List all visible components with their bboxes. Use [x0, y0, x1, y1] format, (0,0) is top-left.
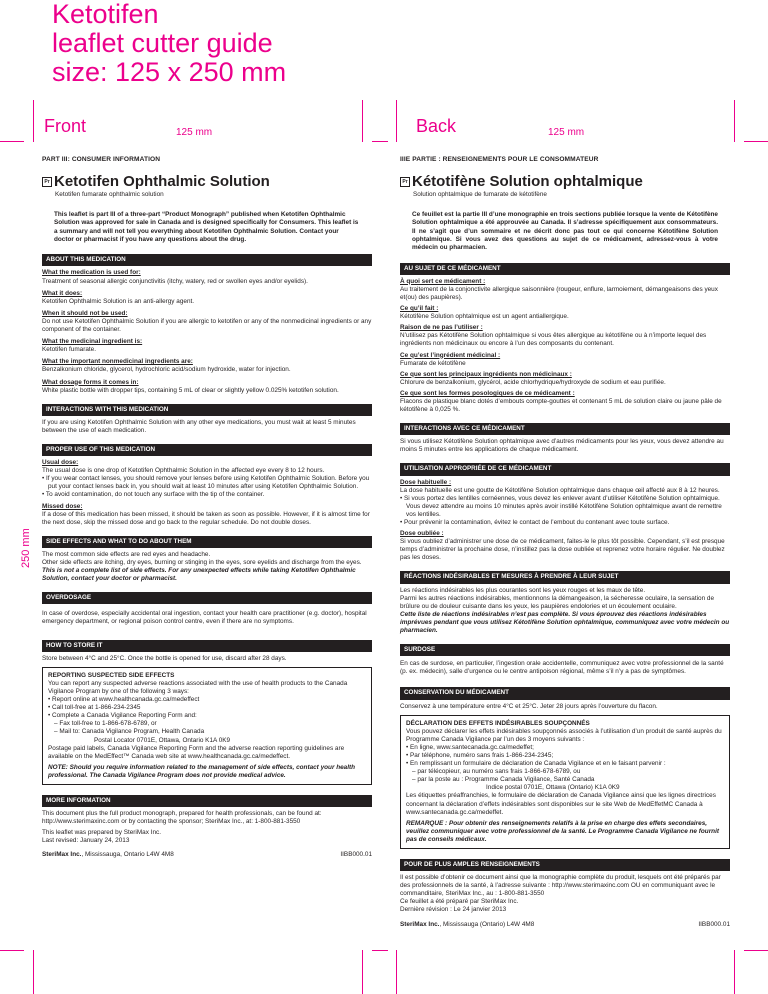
- answer: Kétotifène Solution ophtalmique est un agent antiallergique.: [400, 313, 569, 321]
- part-heading: IIIE PARTIE : RENSEIGNEMENTS POUR LE CONSOMMATEUR: [400, 156, 599, 163]
- bullet-list: [400, 495, 730, 527]
- answer: Chlorure de benzalkonium, glycérol, acide chlorhydrique/hydroxyde de sodium et eau purifiée.: [400, 378, 666, 386]
- question: Raison de ne pas l’utiliser :: [400, 324, 483, 332]
- crop-mark: [372, 141, 388, 142]
- pr-symbol: Pr: [42, 177, 52, 187]
- paragraph: Les réactions indésirables les plus courantes sont les yeux rouges et les maux de tête.: [400, 586, 646, 594]
- answer: The usual dose is one drop of Ketotifen Ophthalmic Solution in the affected eye every 8 to 12 hours.: [42, 467, 325, 475]
- crop-mark: [372, 950, 388, 951]
- paragraph: Cette liste de réactions indésirables n’est pas complète. Si vous éprouvez des réactions indésirables imprévues pendant que vous utilisez Kétotifène Solution ophtalmique, communiquez avec votre médecin ou pharmacien.: [400, 610, 730, 635]
- question: Missed dose:: [42, 502, 83, 510]
- note: NOTE: Should you require information related to the management of side effects, contact your health professional. The Canada Vigilance Program does not provide medical advice.: [48, 763, 356, 779]
- section-header-overdosage: OVERDOSAGE: [42, 592, 372, 604]
- section-header-overdosage: SURDOSE: [400, 644, 730, 656]
- answer: White plastic bottle with dropper tips, containing 5 mL of clear or slightly yellow 0.025% ketotifen solution.: [42, 386, 339, 394]
- bullet-list: [42, 475, 372, 499]
- guide-title-line-2: leaflet cutter guide: [52, 28, 273, 58]
- intro-paragraph: Ce feuillet est la partie III d’une monographie en trois sections publiée lorsque la vente de Kétotifène Solution ophtalmique a été approuvée au Canada. Il s’adresse spécifiquement aux consommateurs. Il ne s’agit que d’un sommaire et ne décrit donc pas tout ce qui concerne Kétotifène Solution ophtalmique. Si vous avez des questions au sujet de ce médicament, adressez-vous à votre médecin ou pharmacien.: [412, 211, 718, 252]
- section-proper-use: [400, 479, 730, 563]
- section-header-side-effects: RÉACTIONS INDÉSIRABLES ET MESURES À PRENDRE À LEUR SUJET: [400, 571, 730, 583]
- footer: [42, 851, 372, 859]
- address: , Mississauga, Ontario L4W 4M8: [81, 851, 174, 859]
- front-label: Front: [44, 116, 87, 136]
- question: What the important nonmedicinal ingredients are:: [42, 358, 193, 366]
- answer: La dose habituelle est une goutte de Kétotifène Solution ophtalmique dans chaque œil affecté aux 8 à 12 heures.: [400, 486, 720, 494]
- section-header-interactions: INTERACTIONS WITH THIS MEDICATION: [42, 404, 372, 416]
- reporting-title: REPORTING SUSPECTED SIDE EFFECTS: [48, 671, 175, 679]
- paragraph: • En ligne, www.santecanada.gc.ca/medeffet;: [406, 743, 534, 751]
- paragraph: Postal Locator 0701E, Ottawa, Ontario K1A 0K9: [94, 736, 231, 744]
- answer: Treatment of seasonal allergic conjunctivitis (itchy, watery, red or swollen eyes and/or eyelids).: [42, 277, 308, 285]
- question: When it should not be used:: [42, 309, 128, 317]
- company-name: SteriMax Inc.: [400, 920, 440, 928]
- answer: Benzalkonium chloride, glycerol, hydrochloric acid/sodium hydroxide, water for injection.: [42, 366, 291, 374]
- paragraph: Ce feuillet a été préparé par SteriMax Inc.: [400, 898, 519, 906]
- list-item: • Si vous portez des lentilles cornéennes, vous devez les enlever avant d’utiliser Kétotifène Solution ophtalmique. Vous devez attendre au moins 10 minutes après avoir instillé Kétotifène Solution ophtalmique avant de remettre vos lentilles.: [400, 495, 730, 519]
- section-header-interactions: INTERACTIONS AVEC CE MÉDICAMENT: [400, 423, 730, 435]
- crop-mark: [744, 950, 768, 951]
- footer-address: [42, 851, 174, 859]
- interactions-text: If you are using Ketotifen Ophthalmic Solution with any other eye medications, you must wait at least 5 minutes between the use of each medication.: [42, 418, 356, 434]
- front-width-label: 125 mm: [176, 127, 213, 138]
- reporting-box: [42, 667, 372, 785]
- section-side-effects: [400, 587, 730, 636]
- paragraph: • Call toll-free at 1-866-234-2345: [48, 704, 141, 712]
- paragraph: – Mail to: Canada Vigilance Program, Health Canada: [54, 728, 205, 736]
- section-proper-use: [42, 459, 372, 527]
- product-title-text: Kétotifène Solution ophtalmique: [412, 173, 643, 191]
- answer: Au traitement de la conjonctivite allergique saisonnière (rougeur, enflure, larmoiement, démangeaisons des yeux et(ou) des paupières).: [400, 285, 718, 301]
- question: What it does:: [42, 289, 83, 297]
- product-title: [42, 174, 372, 190]
- crop-mark: [744, 141, 768, 142]
- section-header-proper-use: UTILISATION APPROPRIÉE DE CE MÉDICAMENT: [400, 463, 730, 475]
- section-header-side-effects: SIDE EFFECTS AND WHAT TO DO ABOUT THEM: [42, 536, 372, 548]
- crop-mark: [396, 950, 397, 994]
- answer: If a dose of this medication has been missed, it should be taken as soon as possible. However, if it is almost time for the next dose, skip the missed dose and go back to the regular schedule. Do not double doses.: [42, 510, 370, 526]
- section-header-more-info: POUR DE PLUS AMPLES RENSEIGNEMENTS: [400, 859, 730, 871]
- product-title-text: Ketotifen Ophthalmic Solution: [54, 173, 270, 191]
- paragraph: This is not a complete list of side effects. For any unexpected effects while taking Ketotifen Ophthalmic Solution, contact your doctor or pharmacist.: [42, 567, 356, 583]
- paragraph: – Fax toll-free to 1-866-678-6789, or: [54, 720, 157, 728]
- paragraph: • Report online at www.healthcanada.gc.ca/medeffect: [48, 696, 200, 704]
- overdosage-text: En cas de surdose, en particulier, l’ingestion orale accidentelle, communiquez avec votre professionnel de la santé (p. ex. médecin), salle d’urgence ou le centre antipoison régional, même s’il n’y a pas de symptômes.: [400, 660, 724, 676]
- back-label: Back: [416, 116, 457, 136]
- question: What the medicinal ingredient is:: [42, 338, 143, 346]
- reporting-box: [400, 715, 730, 849]
- paragraph: The most common side effects are red eyes and headache.: [42, 550, 211, 558]
- section-header-storage: CONSERVATION DU MÉDICAMENT: [400, 687, 730, 699]
- section-header-storage: HOW TO STORE IT: [42, 640, 372, 652]
- question: What dosage forms it comes in:: [42, 378, 139, 386]
- list-item: • Pour prévenir la contamination, évitez le contact de l’embout du contenant avec toute surface.: [400, 519, 730, 527]
- list-item: • To avoid contamination, do not touch any surface with the tip of the container.: [42, 491, 372, 499]
- section-header-about: AU SUJET DE CE MÉDICAMENT: [400, 263, 730, 275]
- paragraph: Il est possible d’obtenir ce document ainsi que la monographie complète du produit, lesquels ont été préparés par des professionnels de la santé, à l’adresse suivante : http://www.sterimaxinc.com OU en communiquant avec le commanditaire, SteriMax Inc., au : 1-800-881-3550: [400, 874, 721, 898]
- storage-text: Store between 4°C and 25°C. Once the bottle is opened for use, discard after 28 days.: [42, 654, 287, 662]
- footer-code: IIBB000.01: [340, 851, 372, 859]
- crop-mark: [0, 141, 24, 142]
- paragraph: • Par téléphone, numéro sans frais 1-866-234-2345;: [406, 751, 554, 759]
- question: Ce que sont les formes posologiques de ce médicament :: [400, 389, 575, 397]
- answer: Flacons de plastique blanc dotés d’embouts compte-gouttes et contenant 5 mL de solution claire ou jaune pâle de kétotifène à 0,025 %.: [400, 397, 722, 414]
- paragraph: Les étiquettes préaffranchies, le formulaire de déclaration de Canada Vigilance ainsi que les lignes directrices concernant la déclaration d’effets indésirables sont disponibles sur le site Web de MedEffetMC Canada à www.santecanada.gc.ca/medeffet.: [406, 792, 716, 816]
- answer: Fumarate de kétotifène: [400, 359, 466, 367]
- paragraph: – par télécopieur, au numéro sans frais 1-866-678-6789, ou: [412, 768, 581, 776]
- answer: Ketotifen Ophthalmic Solution is an anti-allergy agent.: [42, 297, 195, 305]
- section-about: [42, 269, 372, 394]
- section-header-more-info: MORE INFORMATION: [42, 795, 372, 807]
- section-header-about: ABOUT THIS MEDICATION: [42, 254, 372, 266]
- back-width-label: 125 mm: [548, 127, 585, 138]
- french-panel: [400, 156, 730, 929]
- section-about: [400, 278, 730, 414]
- interactions-text: Si vous utilisez Kétotifène Solution ophtalmique avec d’autres médicaments pour les yeux, vous devez attendre au moins 5 minutes entre les applications de chaque médicament.: [400, 438, 724, 454]
- crop-mark: [362, 950, 363, 994]
- product-subtitle: Solution ophtalmique de fumarate de kétotifène: [413, 191, 547, 199]
- reporting-title: DÉCLARATION DES EFFETS INDÉSIRABLES SOUPÇONNÉS: [406, 719, 590, 727]
- section-header-proper-use: PROPER USE OF THIS MEDICATION: [42, 444, 372, 456]
- crop-mark: [0, 950, 24, 951]
- guide-title-line-3: size: 125 x 250 mm: [52, 57, 287, 87]
- paragraph: • En remplissant un formulaire de déclaration de Canada Vigilance et en le faisant parvenir :: [406, 760, 666, 768]
- crop-mark: [734, 950, 735, 994]
- paragraph: You can report any suspected adverse reactions associated with the use of health products to the Canada Vigilance Program by one of the following 3 ways:: [48, 679, 348, 695]
- guide-title: [52, 0, 286, 87]
- paragraph: – par la poste au : Programme Canada Vigilance, Santé Canada: [412, 776, 595, 784]
- answer: N’utilisez pas Kétotifène Solution ophtalmique si vous êtes allergique au kétotifène ou à n’importe lequel des ingrédients non médicinaux ou encore à l’un des composants du contenant.: [400, 332, 707, 348]
- question: Ce qu’il fait :: [400, 305, 439, 313]
- question: Dose oubliée :: [400, 530, 444, 538]
- paragraph: Indice postal 0701E, Ottawa (Ontario) K1A 0K9: [486, 784, 620, 792]
- pr-symbol: Pr: [400, 177, 410, 187]
- question: Usual dose:: [42, 459, 79, 467]
- guide-title-line-1: Ketotifen: [52, 0, 159, 29]
- paragraph: Vous pouvez déclarer les effets indésirables soupçonnés associés à l’utilisation d’un produit de santé auprès du Programme Canada Vigilance par l’un des 3 moyens suivants :: [406, 727, 722, 743]
- paragraph: Other side effects are itching, dry eyes, burning or stinging in the eyes, sore eyelids and discharge from the eyes.: [42, 559, 362, 566]
- paragraph: • Complete a Canada Vigilance Reporting Form and:: [48, 712, 197, 720]
- storage-text: Conservez à une température entre 4°C et 25°C. Jeter 28 jours après l’ouverture du flacon.: [400, 702, 658, 710]
- address: , Mississauga (Ontario) L4W 4M8: [439, 920, 535, 928]
- product-title: [400, 174, 730, 190]
- question: Ce que sont les principaux ingrédients non médicinaux :: [400, 370, 572, 378]
- part-heading: PART III: CONSUMER INFORMATION: [42, 156, 161, 163]
- english-panel: [42, 156, 372, 860]
- list-item: • If you wear contact lenses, you should remove your lenses before using Ketotifen Ophthalmic Solution. Before you put your contact lenses back in, you should wait at least 10 minutes after using Ketotifen Ophthalmic Solution.: [42, 475, 372, 491]
- crop-mark: [33, 950, 34, 994]
- answer: Ketotifen fumarate.: [42, 346, 96, 354]
- paragraph: Parmi les autres réactions indésirables, mentionnons la démangeaison, la sécheresse oculaire, la sensation de brûlure ou de douleur cuisante dans les yeux, les paupières endolories et un écoulement oculaire.: [400, 594, 715, 610]
- crop-mark: [734, 100, 735, 142]
- overdosage-text: In case of overdose, especially accidental oral ingestion, contact your health care practitioner (e.g. doctor), hospital emergency department, or regional poison control centre, even if there are no symptoms.: [42, 610, 367, 626]
- question: What the medication is used for:: [42, 269, 141, 277]
- answer: Si vous oubliez d’administrer une dose de ce médicament, faites-le le plus tôt possible. Cependant, s’il est presque temps d’administrer la prochaine dose, n’instillez pas la dose oubliée et reprenez votre horaire régulier. Ne doublez pas les doses.: [400, 538, 725, 562]
- height-label: 250 mm: [20, 528, 32, 568]
- intro-paragraph: This leaflet is part III of a three-part “Product Monograph” published when Ketotifen Ophthalmic Solution was approved for sale in Canada and is designed specifically for Consumers. This leaflet is a summary and will not tell you everything about Ketotifen Ophthalmic Solution. Contact your doctor or pharmacist if you have any questions about the drug.: [54, 211, 359, 244]
- footer: [400, 921, 730, 929]
- section-side-effects: [42, 551, 372, 583]
- paragraph: Last revised: January 24, 2013: [42, 837, 130, 845]
- company-name: SteriMax Inc.: [42, 851, 82, 859]
- paragraph: Postage paid labels, Canada Vigilance Reporting Form and the adverse reaction reporting guidelines are available on the MedEffect™ Canada web site at www.healthcanada.gc.ca/medeffect.: [48, 744, 345, 760]
- question: Dose habituelle :: [400, 478, 452, 486]
- question: À quoi sert ce médicament :: [400, 277, 486, 285]
- question: Ce qu’est l’ingrédient médicinal :: [400, 351, 501, 359]
- crop-mark: [33, 100, 34, 142]
- answer: Do not use Ketotifen Ophthalmic Solution if you are allergic to ketotifen or any of the nonmedicinal ingredients or any component of the container.: [42, 317, 372, 334]
- crop-mark: [362, 100, 363, 142]
- crop-mark: [396, 100, 397, 142]
- paragraph: This leaflet was prepared by SteriMax Inc.: [42, 829, 161, 837]
- note: REMARQUE : Pour obtenir des renseignements relatifs à la prise en charge des effets secondaires, veuillez communiquer avec votre professionnel de la santé. Le Programme Canada Vigilance ne fournit pas de conseils médicaux.: [406, 819, 719, 843]
- footer-address: [400, 921, 534, 929]
- footer-code: IIBB000.01: [698, 920, 730, 928]
- paragraph: This document plus the full product monograph, prepared for health professionals, can be found at: http://www.sterimaxinc.com or by contacting the sponsor; SteriMax Inc., at: 1-800-881-3550: [42, 810, 322, 826]
- product-subtitle: Ketotifen fumarate ophthalmic solution: [55, 191, 164, 199]
- paragraph: Dernière révision : Le 24 janvier 2013: [400, 906, 507, 914]
